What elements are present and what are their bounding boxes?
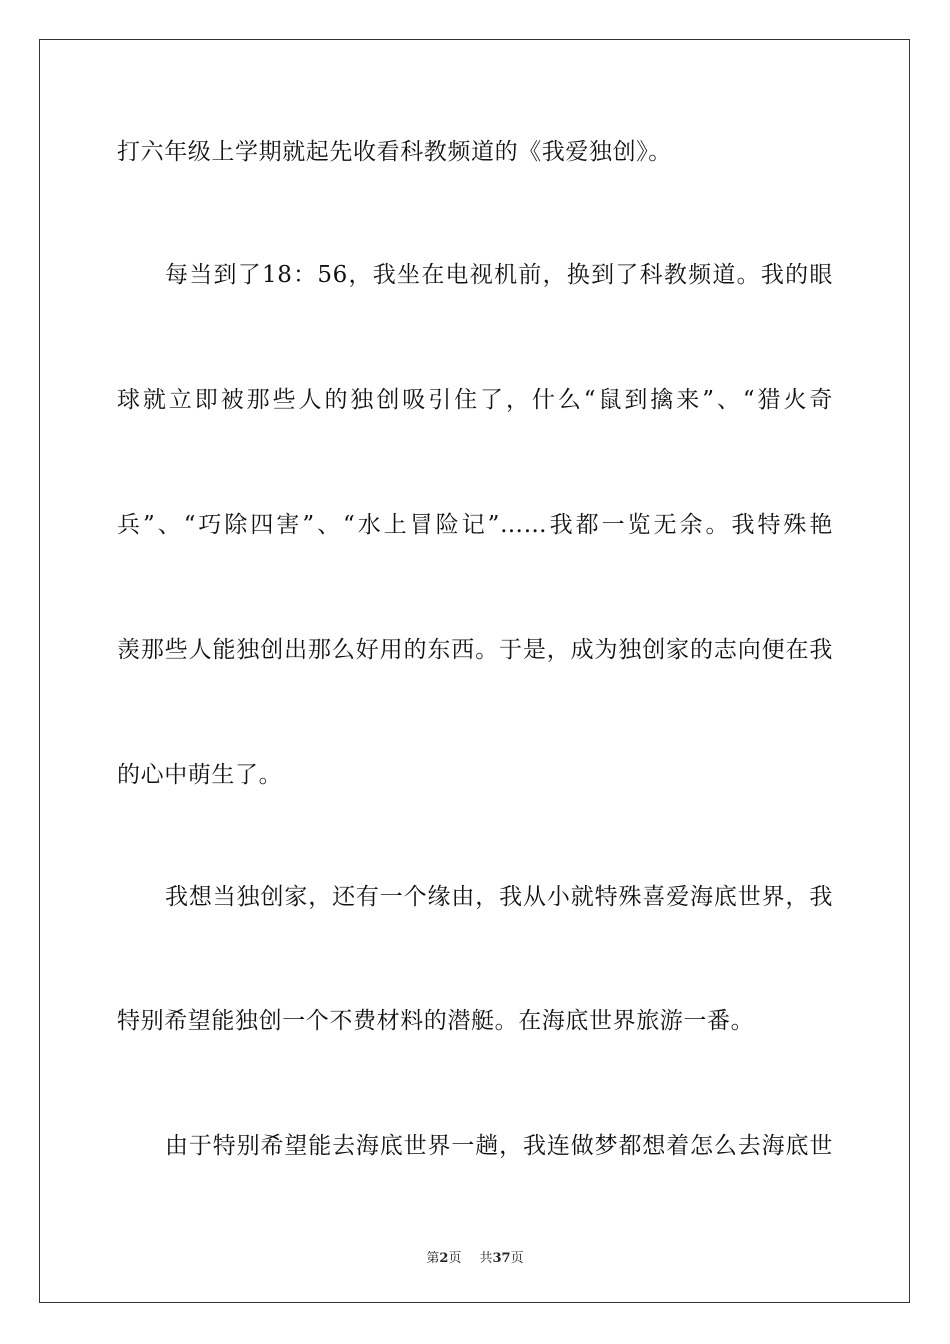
text-line-6: 的心中萌生了。 xyxy=(117,762,283,788)
total-pages: 37 xyxy=(492,1251,511,1266)
page-prefix: 第 xyxy=(426,1251,440,1266)
text-line-9: 由于特别希望能去海底世界一趟，我连做梦都想着怎么去海底世 xyxy=(165,1133,833,1159)
page-number: 2 xyxy=(439,1251,449,1266)
page-suffix: 页 xyxy=(448,1251,462,1266)
text-line-4: 兵”、“巧除四害”、“水上冒险记”……我都一览无余。我特殊艳 xyxy=(117,512,833,538)
text-line-3: 球就立即被那些人的独创吸引住了，什么“鼠到擒来”、“猎火奇 xyxy=(117,387,833,413)
text-line-1: 打六年级上学期就起先收看科教频道的《我爱独创》。 xyxy=(117,139,672,165)
total-prefix: 共 xyxy=(479,1251,493,1266)
page-border xyxy=(39,39,910,1303)
text-line-5: 羡那些人能独创出那么好用的东西。于是，成为独创家的志向便在我 xyxy=(117,637,833,663)
text-line-8: 特别希望能独创一个不费材料的潜艇。在海底世界旅游一番。 xyxy=(117,1008,755,1034)
page-footer xyxy=(0,1247,950,1266)
total-suffix: 页 xyxy=(510,1251,524,1266)
text-line-7: 我想当独创家，还有一个缘由，我从小就特殊喜爱海底世界，我 xyxy=(165,884,833,910)
text-line-2: 每当到了18：56，我坐在电视机前，换到了科教频道。我的眼 xyxy=(165,262,833,288)
